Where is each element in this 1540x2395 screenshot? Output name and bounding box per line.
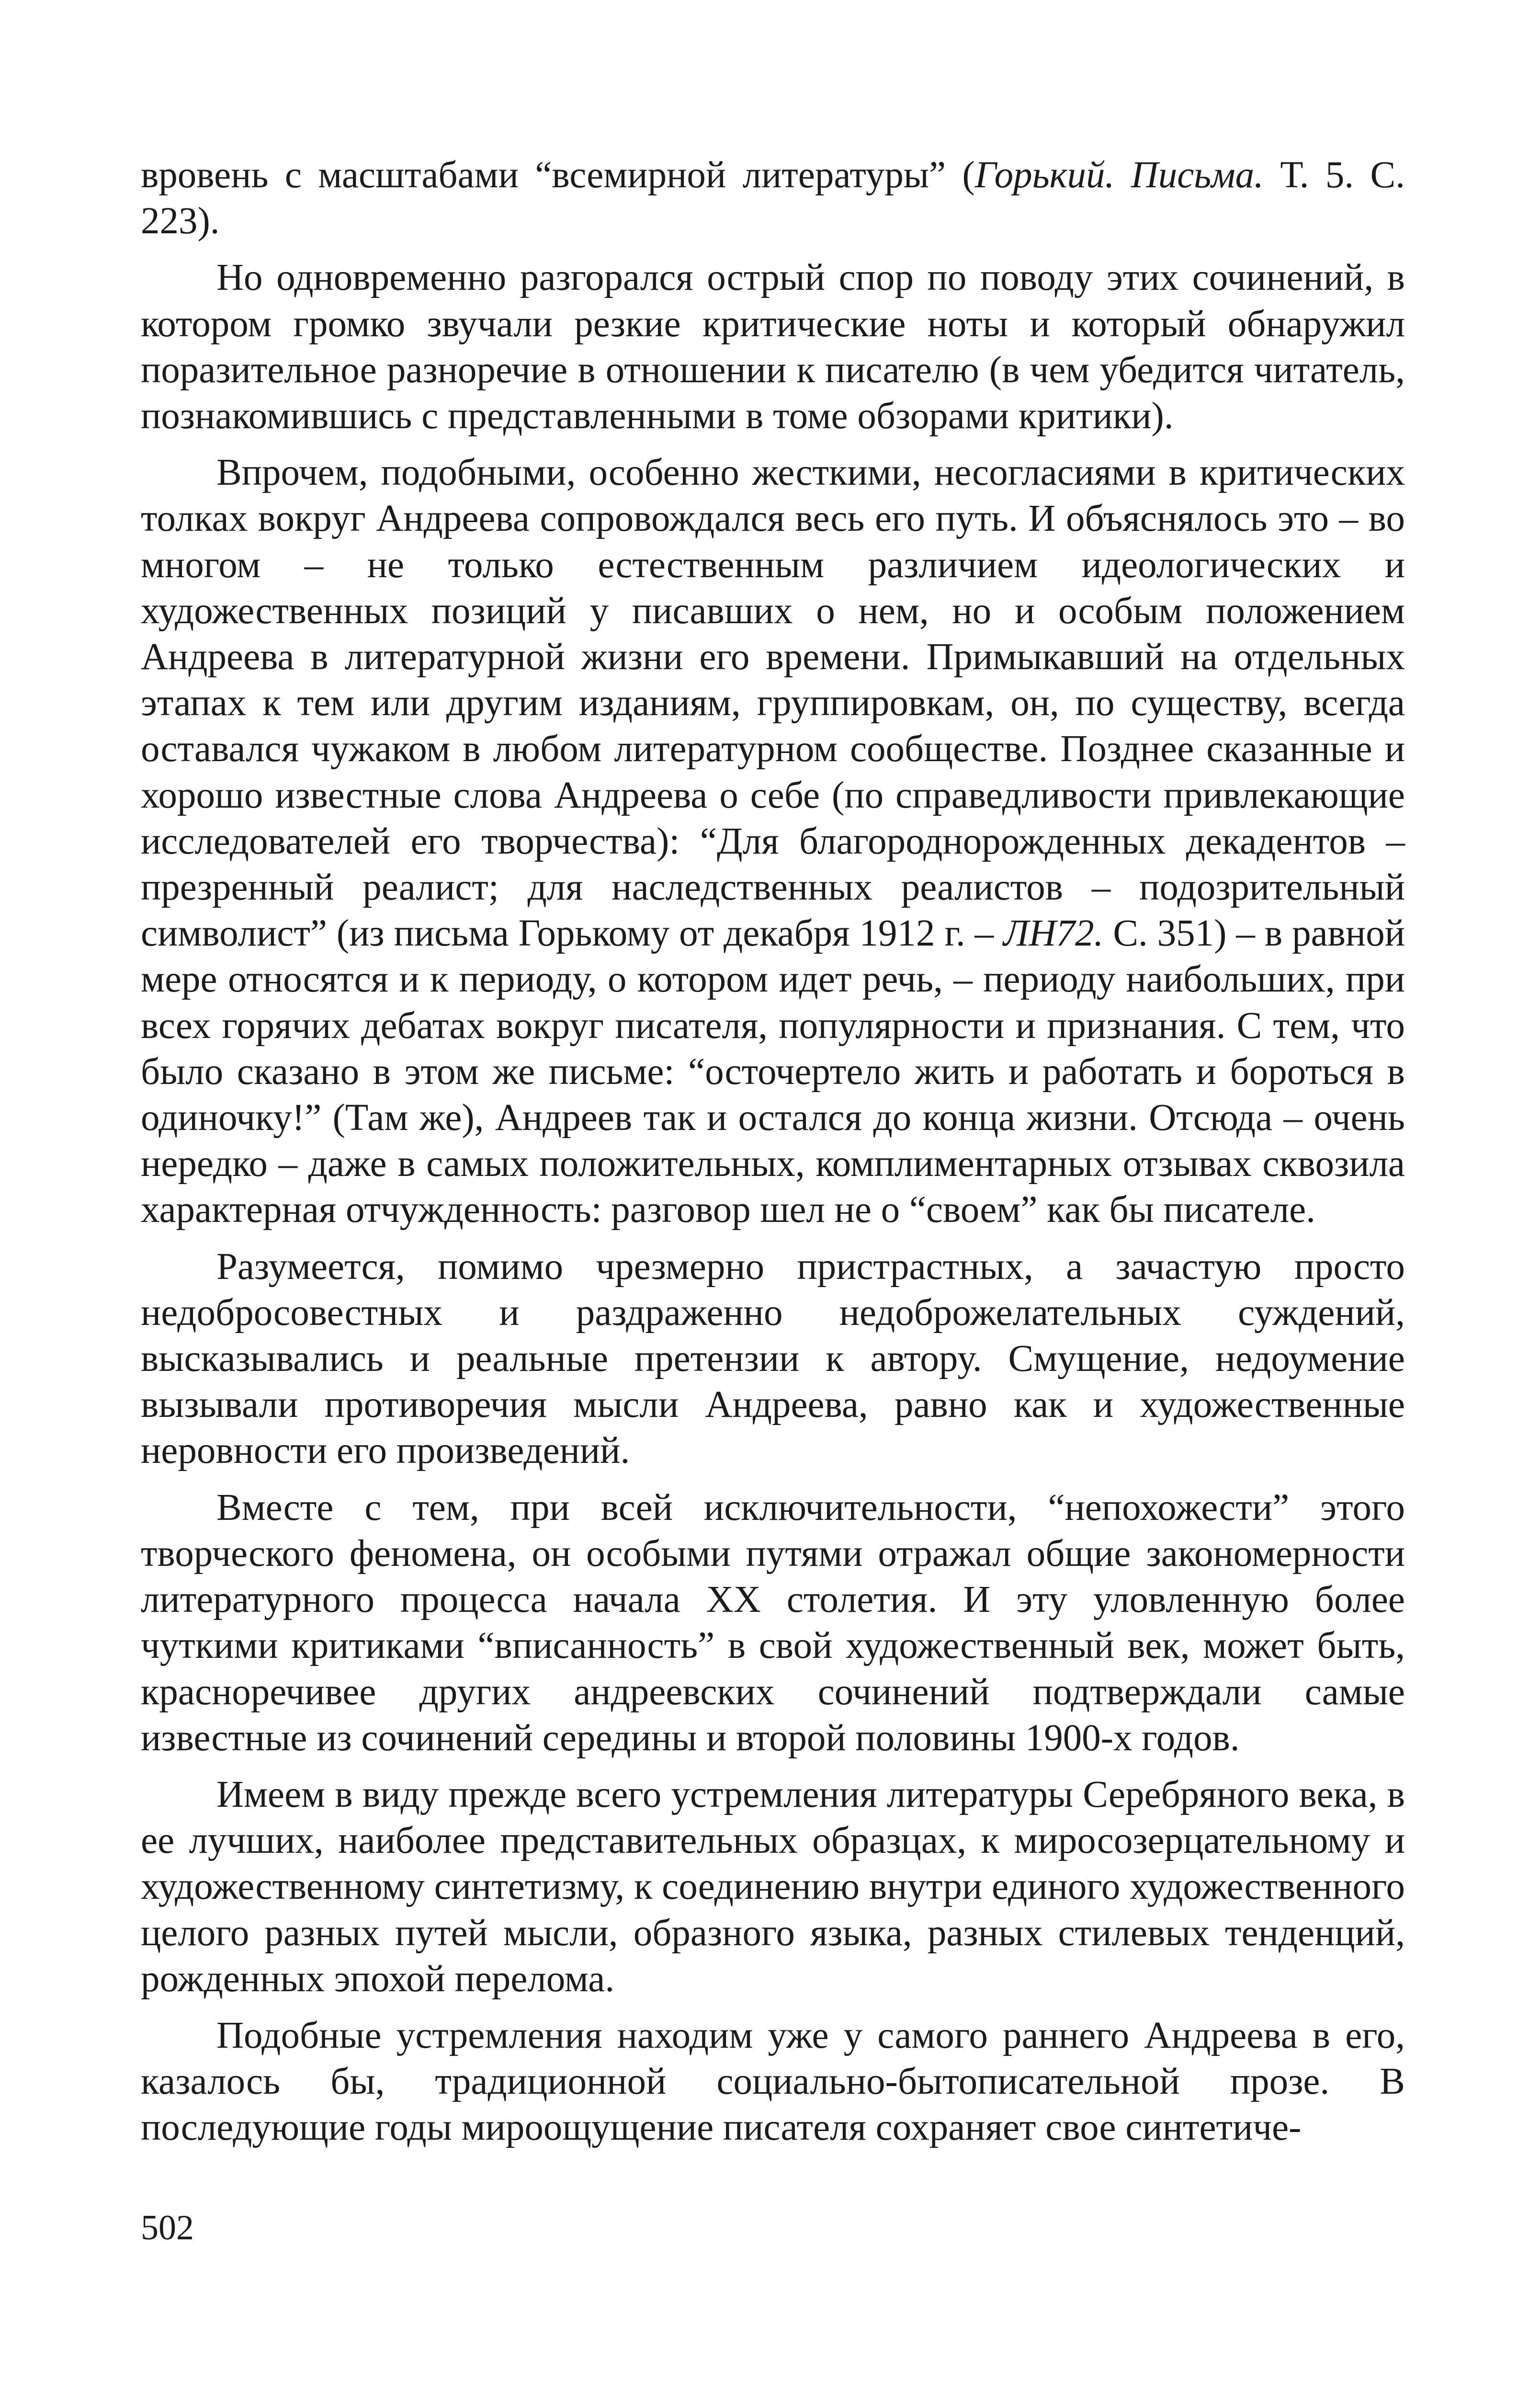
paragraph <box>141 450 1405 1233</box>
paragraph <box>141 152 1405 244</box>
paragraph-text: Впрочем, подобными, особенно жесткими, несогласиями в критических толках вокруг Андреева сопровождался весь его путь. И объяснялось это – во многом – не только естественным различием идеологических и художественных позиций у писавших о нем, но и особым положением Андреева в литературной жизни его времени. Примыкавший на отдельных этапах к тем или другим изданиям, группировкам, он, по существу, всегда оставался чужаком в любом литературном сообществе. Позднее сказанные и хорошо известные слова Андреева о себе (по справедливости привлекающие исследователей его творчества): “Для благороднорожденных декадентов – презренный реалист; для наследственных реалистов – подозрительный символист” (из письма Горькому от декабря 1912 г. – <box>141 452 1405 955</box>
citation-italic: Горький. Письма. <box>974 154 1264 196</box>
paragraph-text: Вместе с тем, при всей исключительности, “непохожести” этого творческого феномена, он особыми путями отражал общие закономерности литературного процесса начала XX столетия. И эту уловленную более чуткими критиками “вписанность” в свой художественный век, может быть, красноречивее других андреевских сочинений подтверждали самые известные из сочинений середины и второй половины 1900-х годов. <box>141 1486 1405 1759</box>
paragraph-text: вровень с масштабами “всемирной литературы” ( <box>141 154 975 196</box>
paragraph <box>141 2013 1405 2151</box>
paragraph <box>141 1244 1405 1474</box>
citation-italic: ЛН72. <box>1003 912 1104 955</box>
paragraph-text: Имеем в виду прежде всего устремления литературы Серебряного века, в ее лучших, наиболее представительных образцах, к миросозерцательному и художественному синтетизму, к соединению внутри единого художественного целого разных путей мысли, образного языка, разных стилевых тенденций, рожденных эпохой перелома. <box>141 1773 1405 2000</box>
paragraph-text: Но одновременно разгорался острый спор по поводу этих сочинений, в котором громко звучали резкие критические ноты и который обнаружил поразительное разноречие в отношении к писателю (в чем убедится читатель, познакомившись с представленными в томе обзорами критики). <box>141 257 1405 437</box>
paragraph-text: С. 351) – в равной мере относятся и к периоду, о котором идет речь, – периоду наибольших, при всех горячих дебатах вокруг писателя, популярности и признания. С тем, что было сказано в этом же письме: “осточертело жить и работать и бороться в одиночку!” (Там же), Андреев так и остался до конца жизни. Отсюда – очень нередко – даже в самых положительных, комплиментарных отзывах сквозила характерная отчужденность: разговор шел не о “своем” как бы писателе. <box>141 912 1405 1231</box>
paragraph-text: Т. 5. С. 223). <box>141 154 1405 242</box>
paragraph <box>141 1485 1405 1761</box>
paragraph-text: Разумеется, помимо чрезмерно пристрастных, а зачастую просто недобросовестных и раздраженно недоброжелательных суждений, высказывались и реальные претензии к автору. Смущение, недоумение вызывали противоречия мысли Андреева, равно как и художественные неровности его произведений. <box>141 1245 1405 1472</box>
paragraph <box>141 255 1405 439</box>
page-number: 502 <box>141 2208 194 2247</box>
paragraph-text: Подобные устремления находим уже у самого раннего Андреева в его, казалось бы, традиционной социально-бытописательной прозе. В последующие годы мироощущение писателя сохраняет свое синтетиче- <box>141 2014 1405 2149</box>
page-body <box>141 152 1405 2151</box>
paragraph <box>141 1772 1405 2002</box>
